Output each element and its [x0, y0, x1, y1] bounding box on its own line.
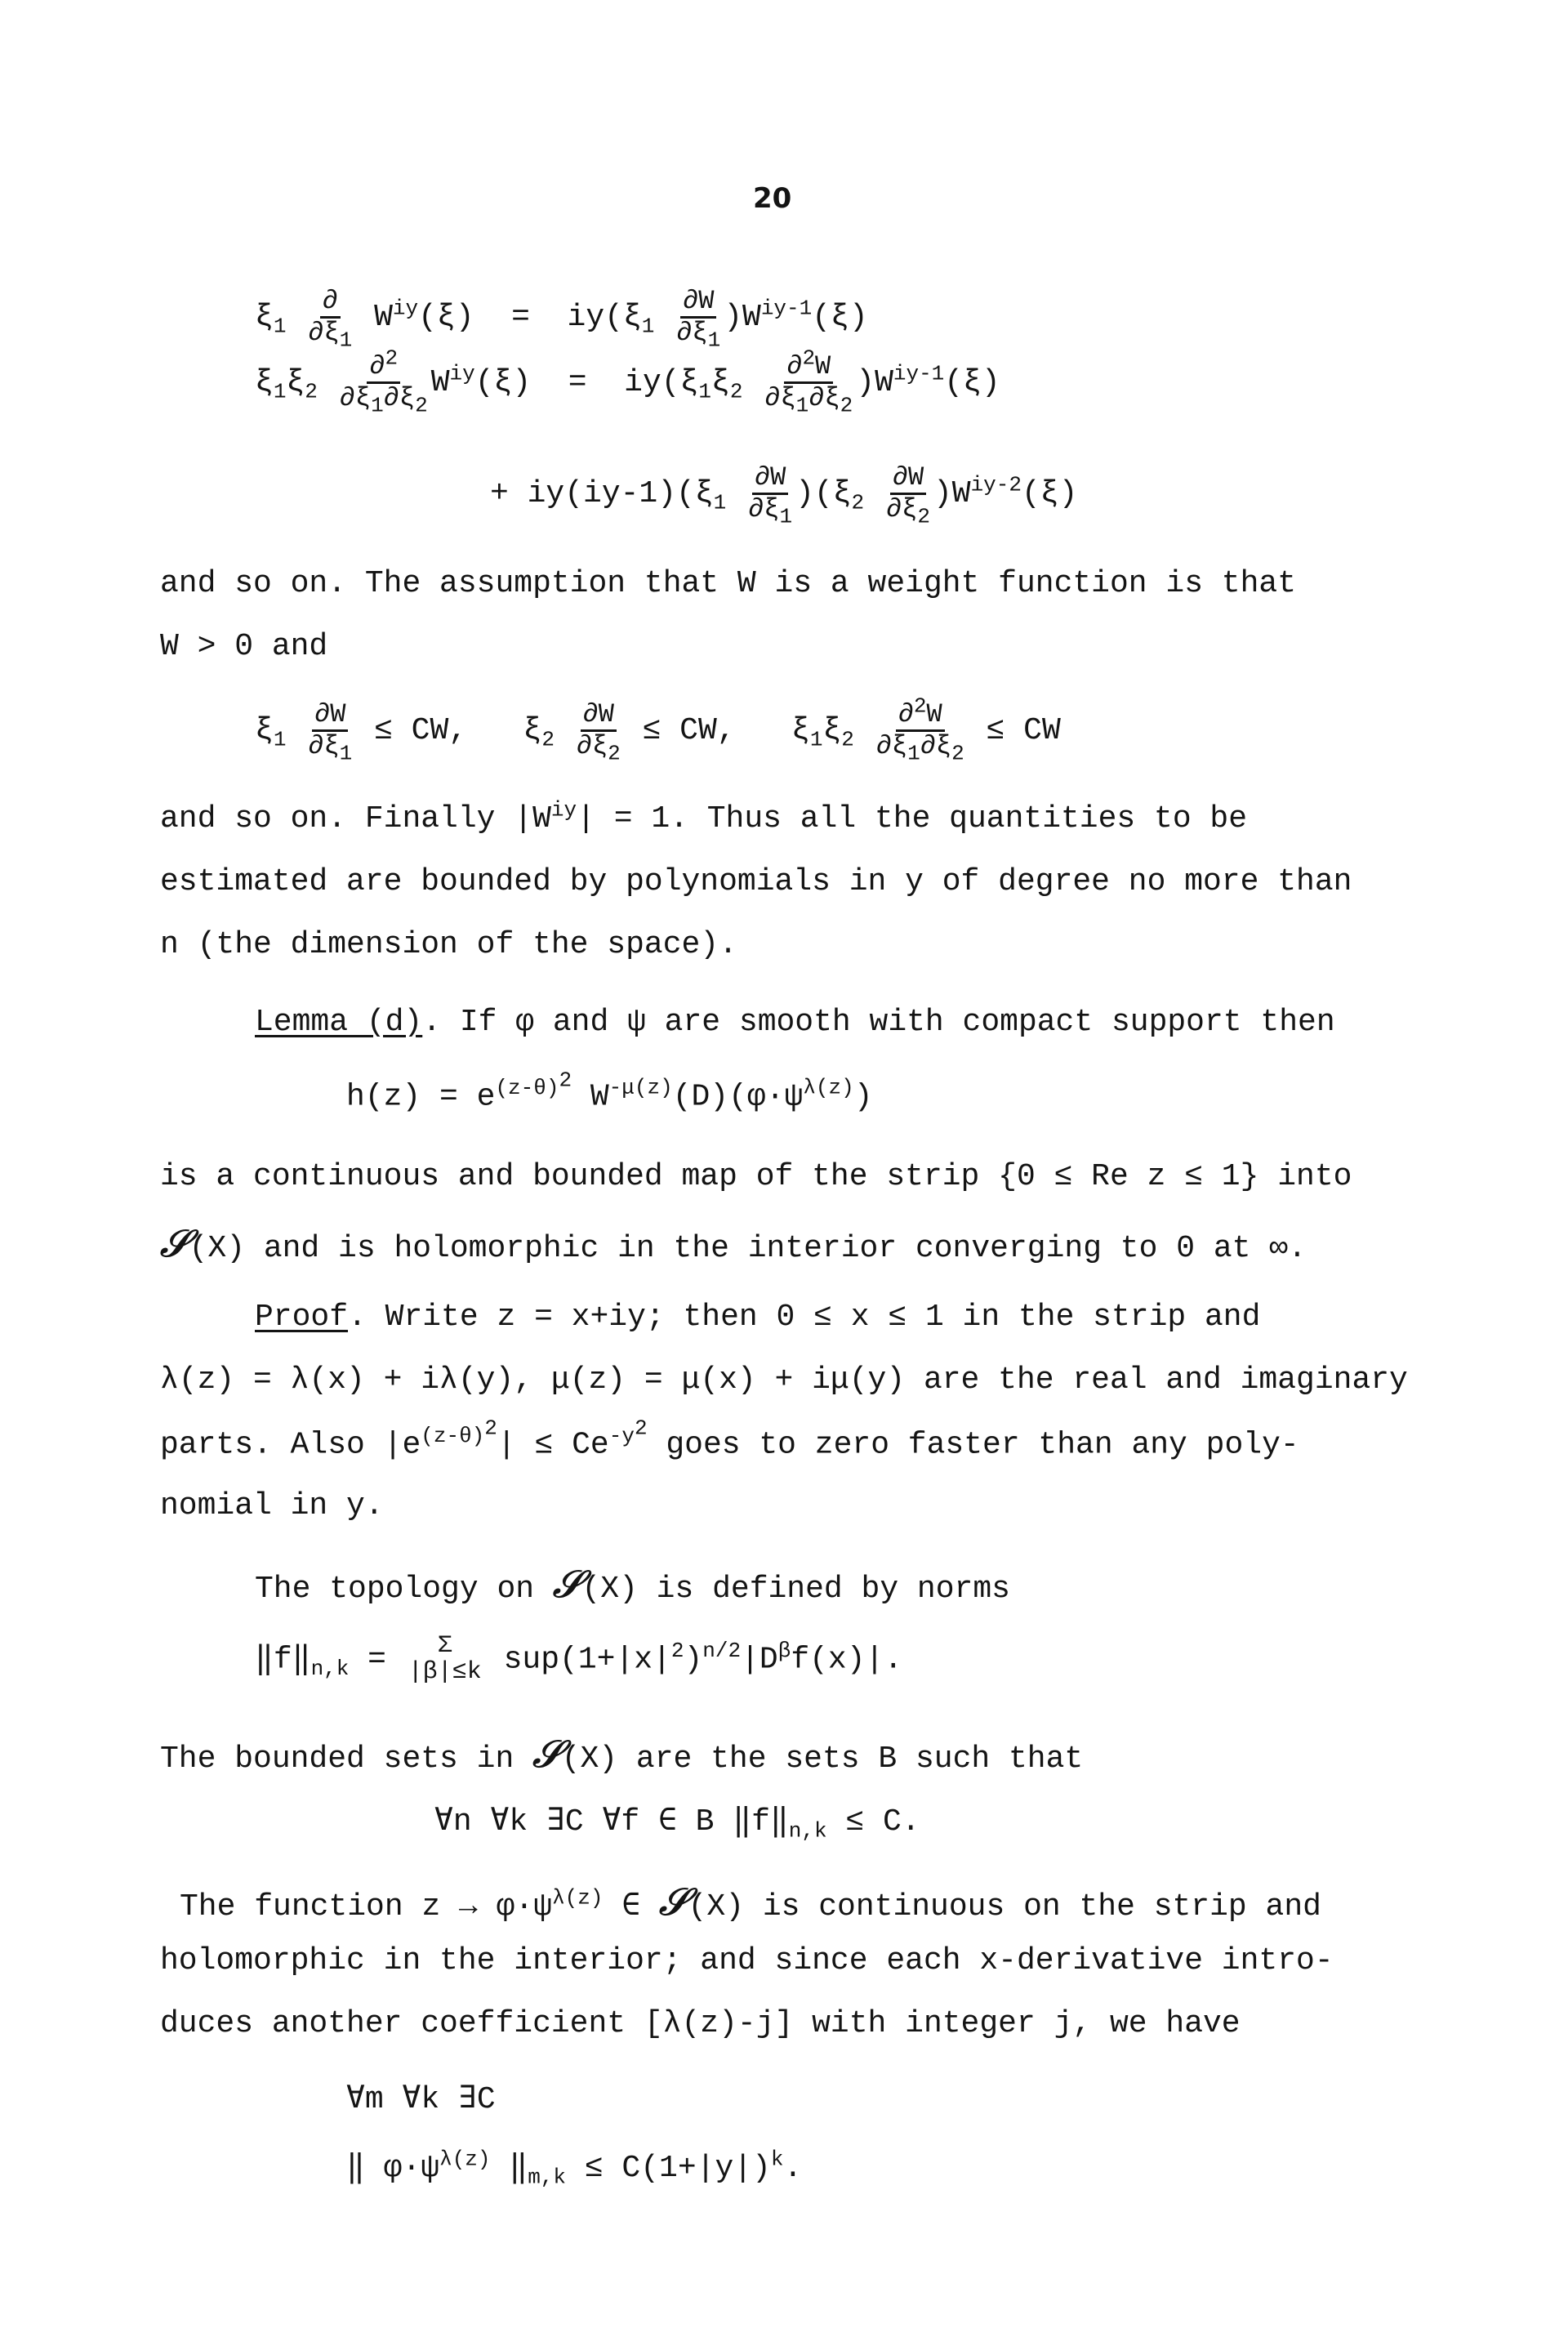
sum-operator: Σ |β|≤k: [408, 1632, 482, 1686]
lemma-line: Lemma (d). If φ and ψ are smooth with compact support then: [255, 1005, 1335, 1040]
text-line-13: The topology on 𝒮(X) is defined by norms: [255, 1562, 1010, 1607]
equation-4: $\xi_1$ $\frac{\partial W}{\partial\xi_1}$ ≤ CW, $\xi_2$ $\frac{\partial W}{\partial\xi_2}$ ≤ CW, $\xi_1\xi_2$ $\frac{\partial^2W}{\partial\xi_1\partial\xi_2}$ ≤ CW: [255, 693, 1061, 765]
eq1-xi: ξ: [255, 300, 274, 336]
lemma-label: Lemma (d): [255, 1005, 423, 1040]
text-line-7: is a continuous and bounded map of the strip {0 ≤ Re z ≤ 1} into: [160, 1159, 1352, 1194]
eq1-rhs-fraction: $\frac{\partial W}{\partial\xi_1}$: [676, 286, 721, 352]
text-line-1: and so on. The assumption that W is a weight function is that: [160, 566, 1297, 601]
eq1-iym1: iy-1: [760, 296, 813, 321]
text-line-15: The bounded sets in 𝒮(X) are the sets B such that: [160, 1732, 1084, 1777]
proof-label: Proof: [255, 1300, 349, 1335]
eq1-partial-fraction: [308, 286, 353, 352]
equation-final-1: ∀m ∀k ∃C: [346, 2082, 496, 2117]
equation-h: $h(z) = e^{(z-\theta)^2}$ $W^{-\mu(z)}(D)(\varphi\cdot\psi^{\lambda(z)})$: [346, 1068, 873, 1115]
text-line-12: nomial in y.: [160, 1488, 384, 1523]
equation-bounded: ∀n ∀k ∃C ∀f ∈ B $‖f‖_{n,k} \le C$.: [434, 1804, 920, 1844]
equation-3: + $iy(iy-1)(\xi_1$ $\frac{\partial W}{\partial\xi_1}$ )($\xi_2$ $\frac{\partial W}{\partial\xi_2}$ )$W^{iy-2}(\xi)$: [490, 462, 1078, 528]
eq3-fraction-1: $\frac{\partial W}{\partial\xi_1}$: [748, 462, 793, 528]
text-line-19: duces another coefficient [λ(z)-j] with integer j, we have: [160, 2006, 1241, 2041]
proof-line: Proof. Write z = x+iy; then 0 ≤ x ≤ 1 in the strip and: [255, 1300, 1261, 1335]
eq4-frac-3: $\frac{\partial^2W}{\partial\xi_1\partial\xi_2}$: [875, 693, 964, 765]
eq1-eq: =: [511, 300, 530, 336]
eq1-close: )W: [724, 300, 761, 336]
text-line-10: λ(z) = λ(x) + iλ(y), μ(z) = μ(x) + iμ(y) are the real and imaginary: [160, 1362, 1408, 1398]
text-line-8: 𝒮(X) and is holomorphic in the interior converging to 0 at ∞.: [160, 1221, 1307, 1266]
eq1-num: ∂: [320, 288, 341, 319]
eq1-w: W: [374, 300, 393, 336]
eq1-den: $\partial\xi_1$: [308, 317, 353, 352]
eq1-arg: (ξ): [418, 300, 474, 336]
equation-1: $\xi_1$ $\frac{\partial}{\partial\xi_1}$ $W^{iy}(\xi) = iy(\xi_1$ $\frac{\partial W}{\partial\xi_1}$ )$W^{iy-1}(\xi)$: [255, 286, 868, 352]
equation-2: $\xi_1\xi_2$ $\frac{\partial^2}{\partial\xi_1\partial\xi_2}$ $W^{iy}(\xi) = iy(\xi_1\xi_2$ $\frac{\partial^2W}{\partial\xi_1\partial\xi_2}$ )$W^{iy-1}(\xi)$: [255, 346, 1000, 417]
text-line-11: parts. Also $|e^{(z-\theta)^2}| \le Ce^{-y^2}$ goes to zero faster than any poly-: [160, 1416, 1299, 1463]
text-line-4: estimated are bounded by polynomials in y of degree no more than: [160, 864, 1352, 899]
eq2-rhs-fraction: $\frac{\partial^2W}{\partial\xi_1\partial\xi_2}$: [764, 346, 853, 417]
eq1-rhs-fac: iy(ξ: [567, 300, 642, 336]
eq2-fraction: $\frac{\partial^2}{\partial\xi_1\partial\xi_2}$: [339, 346, 428, 417]
page-number: 20: [753, 182, 792, 215]
eq4-frac-2: $\frac{\partial W}{\partial\xi_2}$: [576, 699, 621, 765]
eq4-frac-1: $\frac{\partial W}{\partial\xi_1}$: [308, 699, 353, 765]
eq1-rhs-arg: (ξ): [812, 300, 868, 336]
eq3-fraction-2: $\frac{\partial W}{\partial\xi_2}$: [885, 462, 930, 528]
text-line-18: holomorphic in the interior; and since each x-derivative intro-: [160, 1943, 1334, 1978]
text-line-3: and so on. Finally $|W^{iy}| = 1$. Thus all the quantities to be: [160, 797, 1248, 836]
text-line-5: n (the dimension of the space).: [160, 927, 737, 962]
eq1-sub: 1: [273, 314, 287, 339]
text-line-2: W > 0 and: [160, 629, 328, 664]
eq1-iy: iy: [392, 296, 419, 321]
equation-final-2: ‖ $\varphi\cdot\psi^{\lambda(z)}$ $‖_{m,k} \le C(1+|y|)^k$.: [346, 2147, 803, 2190]
equation-norm: $‖f‖_{n,k}$ = Σ |β|≤k $sup(1+|x|^2)^{n/2}|D^\beta f(x)|$.: [255, 1632, 903, 1686]
text-line-17: The function $z \to \varphi\cdot\psi^{\lambda(z)}$ ∈ 𝒮(X) is continuous on the strip and: [180, 1880, 1321, 1924]
